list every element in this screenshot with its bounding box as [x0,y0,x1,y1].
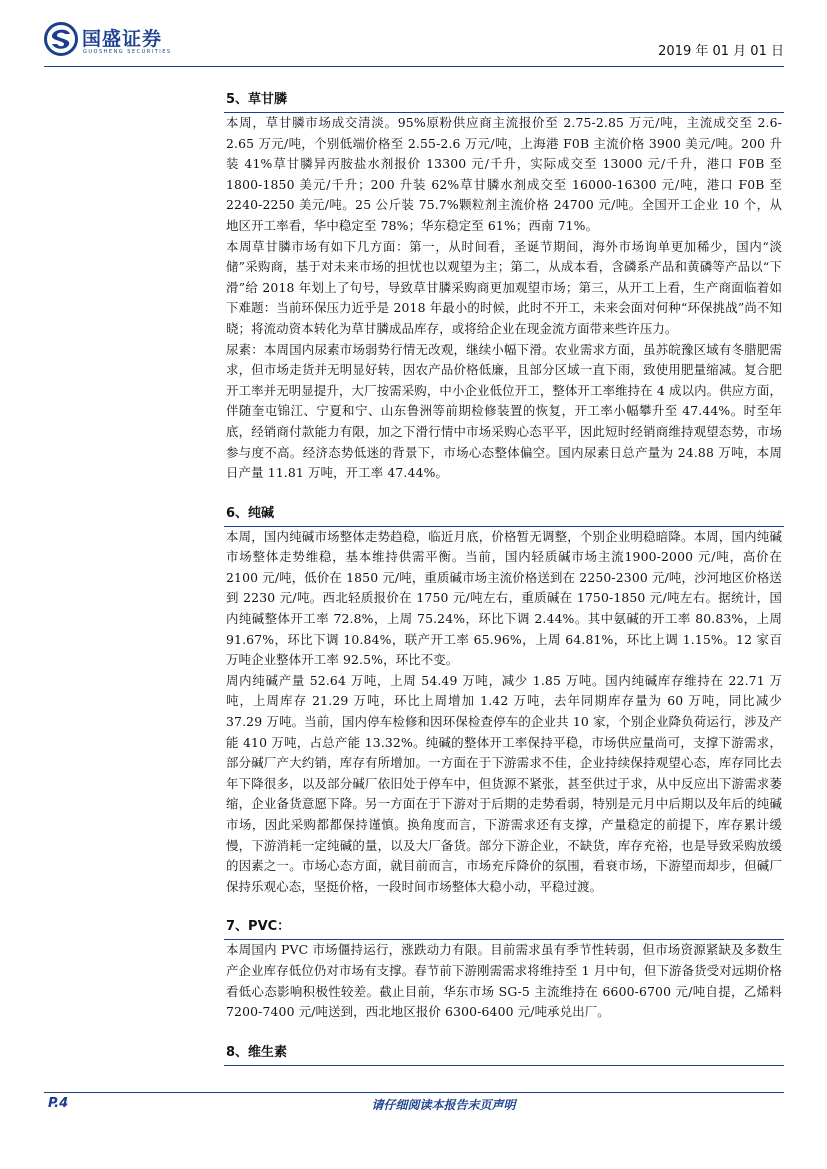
header-divider [44,66,784,67]
section-title: 7、PVC： [224,915,784,940]
page-header [44,22,784,64]
paragraph: 本周，国内纯碱市场整体走势趋稳，临近月底，价格暂无调整，个别企业明稳暗降。本周，国内纯碱市场整体走势维稳，基本维持供需平衡。当前，国内轻质碱市场主流1900-2000 元/吨，高价在 2100 元/吨，低价在 1850 元/吨，重质碱市场主流价格送到在 2250-2300 元/吨，沙河地区价格送到 2230 元/吨。西北轻质报价在 1750 元/吨左右，重质碱在 1750-1850 元/吨左右。据统计，国内纯碱整体开工率 72.8%，上周 75.24%，环比下调 2.44%。其中氨碱的开工率 80.83%，上周 91.67%，环比下调 10.84%，联产开工率 65.96%，上周 64.81%，环比上调 1.15%。12 家百万吨企业整体开工率 92.5%，环比不变。 [226,528,782,668]
section-glyphosate [224,88,784,484]
section-title: 8、维生素 [224,1041,784,1066]
section-vitamins [224,1041,784,1066]
paragraph: 尿素：本周国内尿素市场弱势行情无改观，继续小幅下滑。农业需求方面，虽苏皖豫区域有冬腊肥需求，但市场走货并无明显好转，因农产品价格低廉，且部分区域一直下雨，致使用肥量缩减。复合肥开工率并无明显提升，大厂按需采购，中小企业低位开工，整体开工率维持在 4 成以内。供应方面，伴随奎屯锦江、宁夏和宁、山东鲁洲等前期检修装置的恢复，开工率小幅攀升至 47.44%。时至年底，经销商付款能力有限，加之下滑行情中市场采购心态平平，因此短时经销商维持观望态势，市场参与度不高。经济态势低迷的背景下，市场心态整体偏空。国内尿素日总产量为 24.88 万吨，本周日产量 11.81 万吨，开工率 47.44%。 [226,341,782,481]
section-title: 5、草甘膦 [224,88,784,113]
logo-emblem-icon [44,22,78,56]
section-title: 6、纯碱 [224,502,784,527]
paragraph: 本周草甘膦市场有如下几方面：第一，从时间看，圣诞节期间，海外市场询单更加稀少，国内“淡储”采购商，基于对未来市场的担忧也以观望为主；第二，从成本看，含磷系产品和黄磷等产品以“下滑”给 2018 年划上了句号，导致草甘膦采购商更加观望市场；第三，从开工上看，生产商面临着如下难题：当前环保压力近乎是 2018 年最小的时候，此时不开工，未来会面对何种“环保挑战”尚不知晓；将流动资本转化为草甘膦成品库存，或将给企业在现金流方面带来些许压力。 [226,238,782,336]
paragraph: 周内纯碱产量 52.64 万吨，上周 54.49 万吨，减少 1.85 万吨。国内纯碱库存维持在 22.71 万吨，上周库存 21.29 万吨，环比上周增加 1.42 万吨，去年同期库存量为 60 万吨，同比减少 37.29 万吨。当前，国内停车检修和因环保检查停车的企业共 10 家，个别企业降负荷运行，涉及产能 410 万吨，占总产能 13.32%。纯碱的整体开工率保持平稳，市场供应量尚可，支撑下游需求，部分碱厂产大约销，库存有所增加。一方面在于下游需求不佳，企业持续保持观望心态，库存同比去年下降很多，以及部分碱厂依旧处于停车中，但货源不紧张，甚至供过于求，从中反应出下游需求萎缩，企业备货意愿下降。另一方面在于下游对于后期的走势看弱，特别是元月中后期以及年后的纯碱市场，因此采购都都保持谨慎。换角度而言，下游需求还有支撑，产量稳定的前提下，库存累计缓慢，下游消耗一定纯碱的量，以及大厂备货。部分下游企业，不缺货，库存充裕，也是导致采购放缓的因素之一。市场心态方面，就目前而言，市场充斥降价的氛围，看衰市场，下游望而却步，但碱厂保持乐观心态，坚挺价格，一段时间市场整体大稳小动，平稳过渡。 [226,672,782,894]
report-date: 2019 年 01 月 01 日 [658,44,784,59]
brand-name: 国盛证券 [82,28,163,50]
section-pvc [224,915,784,1022]
footer-divider [44,1092,784,1093]
page-number: P.4 [48,1096,69,1111]
report-body [224,82,784,1066]
section-soda-ash [224,502,784,898]
company-logo [44,22,194,62]
brand-name-en: GUOSHENG SECURITIES [83,49,172,55]
footer-disclaimer: 请仔细阅读本报告末页声明 [371,1098,516,1112]
paragraph: 本周，草甘膦市场成交清淡。95%原粉供应商主流报价至 2.75-2.85 万元/吨，主流成交至 2.6-2.65 万元/吨，个别低端价格至 2.55-2.6 万元/吨，上海港 F0B 主流价格 3900 美元/吨。200 升装 41%草甘膦异丙胺盐水剂报价 13300 元/千升，实际成交至 13000 元/千升，港口 F0B 至 1800-1850 美元/千升；200 升装 62%草甘膦水剂成交至 16000-16300 元/吨，港口 F0B 至 2240-2250 美元/吨。25 公斤装 75.7%颗粒剂主流价格 24700 元/吨。全国开工企业 10 个，从地区开工率看，华中稳定至 78%；华东稳定至 61%；西南 71%。 [226,115,782,233]
paragraph: 本周国内 PVC 市场僵持运行，涨跌动力有限。目前需求虽有季节性转弱，但市场资源紧缺及多数生产企业库存低位仍对市场有支撑。春节前下游刚需需求将维持至 1 月中旬，但下游备货受对远期价格看低心态影响积极性较差。截止目前，华东市场 SG-5 主流维持在 6600-6700 元/吨自提，乙烯料 7200-7400 元/吨送到，西北地区报价 6300-6400 元/吨承兑出厂。 [226,942,782,1020]
